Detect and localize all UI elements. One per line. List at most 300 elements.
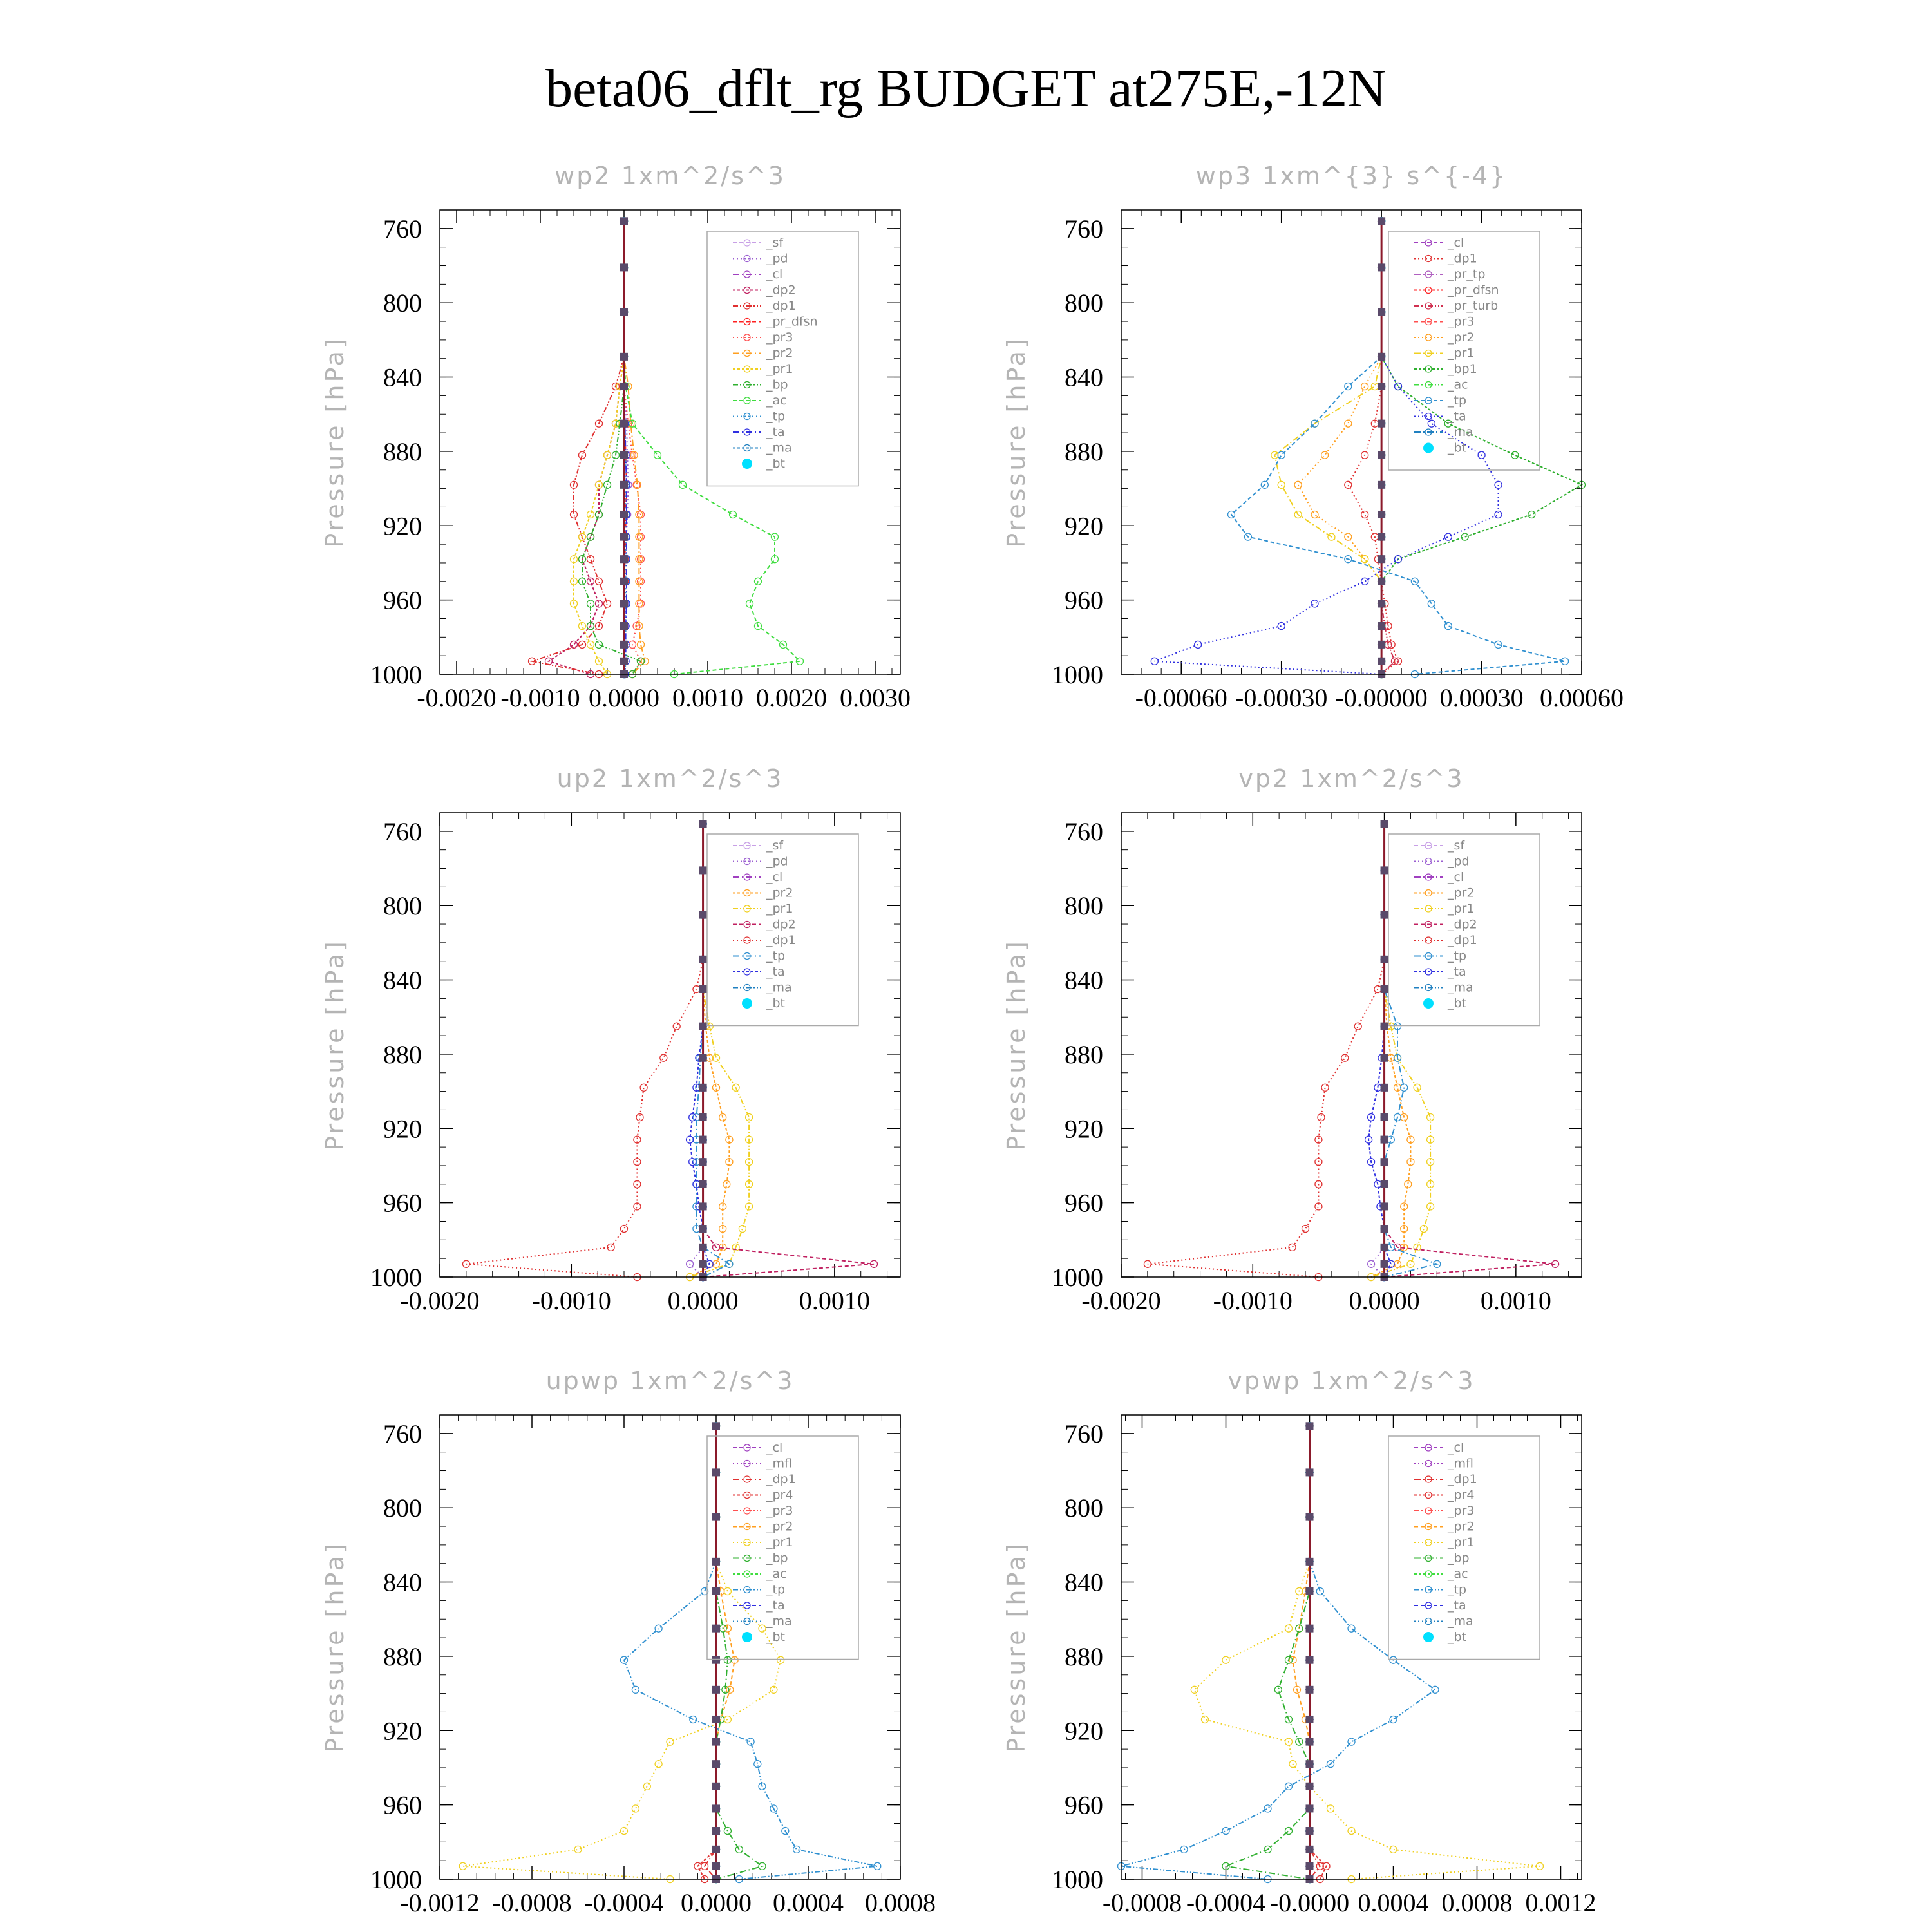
zero-level-marker <box>699 1202 707 1210</box>
zero-level-marker <box>1378 641 1385 649</box>
zero-level-marker <box>712 1422 720 1430</box>
y-tick-label: 920 <box>1065 1716 1103 1746</box>
zero-level-marker <box>1378 451 1385 459</box>
legend-label: _mfl <box>1448 1456 1473 1471</box>
series-marker_tp <box>1348 1738 1355 1745</box>
series-marker_pr1 <box>1202 1716 1209 1723</box>
series-marker_tp <box>1444 623 1452 630</box>
legend-label: _cl <box>1448 870 1464 884</box>
y-tick-label: 760 <box>1065 817 1103 846</box>
legend <box>707 231 858 486</box>
zero-level-marker <box>1306 1738 1314 1746</box>
series-marker_tp <box>1387 1136 1394 1143</box>
y-axis-label: Pressure [hPa] <box>321 336 349 548</box>
series-marker_bp <box>1285 1828 1293 1835</box>
zero-level-marker <box>1381 1225 1388 1233</box>
x-tick-label: -0.00000 <box>1335 683 1428 712</box>
legend-label: _dp2 <box>766 283 796 298</box>
zero-level-marker <box>712 1558 720 1566</box>
series-line_pr1 <box>1274 221 1381 674</box>
y-tick-label: 760 <box>383 214 422 243</box>
series-line_ta <box>1155 221 1499 674</box>
x-tick-label: -0.0010 <box>1213 1286 1293 1315</box>
series-marker_bp <box>587 533 594 540</box>
legend-label: _dp1 <box>1448 251 1477 266</box>
series-marker_pr1 <box>655 1761 662 1768</box>
x-tick-label: -0.00030 <box>1235 683 1328 712</box>
x-tick-label: 0.0004 <box>1358 1888 1429 1917</box>
zero-level-marker <box>1381 1023 1388 1030</box>
series-line_dp1 <box>1348 221 1398 674</box>
zero-level-marker <box>620 641 628 649</box>
legend-swatch <box>742 1632 752 1642</box>
zero-level-marker <box>699 1180 707 1188</box>
series-marker_pr1 <box>746 1114 753 1121</box>
zero-level-marker <box>1306 1783 1314 1790</box>
y-tick-label: 1000 <box>1052 1263 1103 1292</box>
series-marker_bp1 <box>1511 451 1519 459</box>
x-tick-label: -0.0012 <box>400 1888 480 1917</box>
series-marker_dp1 <box>1374 986 1381 993</box>
legend-label: _ta <box>1448 409 1466 424</box>
zero-level-marker <box>1381 1260 1388 1268</box>
zero-level-marker <box>699 820 707 828</box>
zero-level-marker <box>699 1260 707 1268</box>
zero-level-marker <box>699 1023 707 1030</box>
legend-label: _pr1 <box>1448 346 1475 361</box>
zero-level-marker <box>1378 420 1385 428</box>
legend-label: _bp <box>766 1551 788 1566</box>
series-marker_pr2 <box>1394 1260 1401 1267</box>
series-line_pr1 <box>1195 1426 1540 1879</box>
zero-level-marker <box>620 533 628 541</box>
series-marker_dp1 <box>640 1084 647 1091</box>
panel-5 <box>1002 1367 1596 1917</box>
series-marker_dp1 <box>621 1226 628 1233</box>
legend-label: _cl <box>766 870 783 884</box>
x-tick-label: 0.00030 <box>1439 683 1524 712</box>
legend-label: _dp2 <box>1448 917 1477 932</box>
x-tick-label: -0.0004 <box>1186 1888 1266 1917</box>
zero-level-marker <box>699 1136 707 1144</box>
zero-level-marker <box>1378 555 1385 563</box>
zero-level-marker <box>1381 1054 1388 1062</box>
zero-level-marker <box>1378 600 1385 607</box>
series-marker_pr1 <box>759 1625 766 1632</box>
series-marker_pr1 <box>777 1656 784 1663</box>
legend-label: _ac <box>766 393 787 408</box>
zero-level-marker <box>699 1113 707 1121</box>
zero-level-marker <box>620 622 628 630</box>
series-group <box>1144 820 1558 1281</box>
series-marker_dp1 <box>1371 420 1378 427</box>
series-marker_dp1 <box>1321 1084 1329 1091</box>
legend-label: _ac <box>766 1567 787 1581</box>
y-tick-label: 1000 <box>370 660 422 689</box>
legend-label: _bp <box>766 377 788 392</box>
y-tick-label: 960 <box>383 1188 422 1218</box>
zero-level-marker <box>1381 1158 1388 1166</box>
legend-label: _bt <box>1448 1630 1467 1644</box>
series-marker_pr1 <box>1222 1656 1229 1663</box>
series-marker_bp1 <box>1528 511 1535 518</box>
y-tick-label: 880 <box>383 437 422 466</box>
legend-label: _bt <box>1448 440 1467 455</box>
zero-level-marker <box>699 1084 707 1092</box>
series-marker_dp1 <box>596 578 603 585</box>
legend-label: _pr2 <box>766 1519 793 1534</box>
zero-level-marker <box>1306 1656 1314 1664</box>
x-tick-label: 0.0004 <box>773 1888 844 1917</box>
zero-level-marker <box>712 1625 720 1633</box>
series-marker_dp1 <box>1345 481 1352 488</box>
zero-level-marker <box>1381 866 1388 874</box>
series-marker_dp1 <box>660 1054 667 1061</box>
zero-level-marker <box>1381 1113 1388 1121</box>
legend-label: _mfl <box>766 1456 792 1471</box>
x-tick-label: -0.0020 <box>417 683 497 712</box>
series-marker_tp <box>1390 1716 1397 1723</box>
legend-label: _tp <box>1448 1582 1467 1597</box>
zero-level-marker <box>1378 263 1385 271</box>
zero-level-marker <box>1306 1558 1314 1566</box>
panel-0 <box>321 162 911 712</box>
panel-3 <box>1002 764 1582 1315</box>
legend-label: _bt <box>766 457 786 471</box>
legend-label: _cl <box>1448 1441 1464 1455</box>
legend-label: _tp <box>1448 393 1467 408</box>
zero-level-marker <box>620 217 628 225</box>
panel-title: up2 1xm^2/s^3 <box>556 764 784 793</box>
series-group <box>462 820 877 1281</box>
zero-level-marker <box>712 1862 720 1870</box>
y-tick-label: 920 <box>1065 1114 1103 1144</box>
series-marker_ac <box>679 481 687 488</box>
legend-label: _pr2 <box>1448 330 1475 345</box>
legend-label: _pr1 <box>766 1535 793 1549</box>
y-tick-label: 1000 <box>1052 660 1103 689</box>
x-tick-label: 0.0012 <box>1525 1888 1596 1917</box>
legend-label: _tp <box>766 949 786 963</box>
zero-level-marker <box>712 1760 720 1768</box>
legend-label: _pd <box>766 251 788 266</box>
zero-level-marker <box>1306 1513 1314 1521</box>
y-tick-label: 760 <box>383 817 422 846</box>
zero-level-marker <box>620 658 628 665</box>
panel-grid <box>321 162 1624 1917</box>
zero-level-marker <box>712 1587 720 1595</box>
x-tick-label: -0.00060 <box>1135 683 1227 712</box>
series-marker_tp <box>693 1114 700 1121</box>
series-marker_ta <box>1311 600 1318 607</box>
x-tick-label: 0.0000 <box>667 1286 739 1315</box>
x-tick-label: -0.0020 <box>1081 1286 1161 1315</box>
y-tick-label: 1000 <box>1052 1865 1103 1894</box>
zero-level-marker <box>712 1656 720 1664</box>
series-line_bp <box>716 1426 762 1879</box>
legend-label: _pr3 <box>1448 1504 1475 1518</box>
series-group <box>1118 1423 1544 1883</box>
y-tick-label: 920 <box>383 1716 422 1746</box>
zero-level-marker <box>699 956 707 963</box>
zero-level-marker <box>1381 1244 1388 1251</box>
zero-level-marker <box>1378 622 1385 630</box>
zero-level-marker <box>1306 1862 1314 1870</box>
zero-level-marker <box>620 481 628 489</box>
legend <box>1388 1436 1540 1660</box>
zero-level-marker <box>1381 911 1388 919</box>
y-tick-label: 880 <box>1065 437 1103 466</box>
zero-level-marker <box>712 1827 720 1835</box>
x-tick-label: -0.0000 <box>1269 1888 1350 1917</box>
zero-level-marker <box>712 1513 720 1521</box>
panel-title: vp2 1xm^2/s^3 <box>1238 764 1464 793</box>
y-tick-label: 840 <box>1065 1567 1103 1597</box>
legend-label: _tp <box>766 1582 786 1597</box>
series-marker_tp <box>1345 383 1352 390</box>
legend-label: _dp1 <box>1448 933 1477 947</box>
zero-level-marker <box>1378 578 1385 585</box>
zero-level-marker <box>712 1686 720 1694</box>
panel-2 <box>321 764 900 1315</box>
x-tick-label: 0.0000 <box>1349 1286 1420 1315</box>
series-group <box>529 218 804 678</box>
legend-label: _pr1 <box>1448 902 1475 916</box>
series-marker_pr1 <box>739 1226 746 1233</box>
series-marker_pr1 <box>1278 481 1285 488</box>
y-axis-label: Pressure [hPa] <box>321 1541 349 1753</box>
series-marker_bp <box>604 481 611 488</box>
y-tick-label: 840 <box>1065 965 1103 995</box>
legend-label: _dp1 <box>1448 1472 1477 1486</box>
series-marker_pr2 <box>713 1260 720 1267</box>
zero-level-marker <box>699 1158 707 1166</box>
zero-level-marker <box>1378 481 1385 489</box>
plot-frame <box>1121 1415 1582 1879</box>
legend-swatch <box>1423 998 1434 1009</box>
series-line_pr2 <box>1371 824 1410 1277</box>
zero-level-marker <box>1381 1084 1388 1092</box>
x-tick-label: 0.0020 <box>756 683 827 712</box>
x-tick-label: -0.0008 <box>492 1888 572 1917</box>
y-axis-label: Pressure [hPa] <box>1002 1541 1030 1753</box>
legend-label: _sf <box>1448 838 1465 853</box>
zero-level-marker <box>1378 308 1385 316</box>
series-marker_pr1 <box>587 511 594 518</box>
zero-level-marker <box>1381 985 1388 993</box>
legend-label: _sf <box>766 838 784 853</box>
zero-level-marker <box>712 1468 720 1476</box>
series-group <box>459 1423 881 1883</box>
x-tick-label: -0.0008 <box>1102 1888 1182 1917</box>
series-marker_pr1 <box>1191 1686 1198 1693</box>
zero-level-marker <box>699 1225 707 1233</box>
series-marker_pr1 <box>1361 556 1368 563</box>
series-marker_tp <box>1285 1783 1293 1790</box>
x-tick-label: 0.0000 <box>681 1888 752 1917</box>
y-tick-label: 960 <box>383 1790 422 1820</box>
series-marker_dp1 <box>1341 1054 1349 1061</box>
x-tick-label: 0.0008 <box>865 1888 936 1917</box>
zero-level-marker <box>1306 1468 1314 1476</box>
legend-label: _cl <box>766 267 783 281</box>
plot-frame <box>1121 813 1582 1277</box>
series-marker_dp1 <box>693 986 700 993</box>
x-tick-label: -0.0010 <box>531 1286 611 1315</box>
legend-label: _bt <box>1448 996 1467 1010</box>
zero-level-marker <box>712 1738 720 1746</box>
zero-level-marker <box>620 451 628 459</box>
legend-label: _tp <box>1448 949 1467 963</box>
legend <box>1388 231 1540 470</box>
panel-title: wp2 1xm^2/s^3 <box>554 162 786 190</box>
y-axis-label: Pressure [hPa] <box>321 939 349 1151</box>
series-marker_ta <box>1395 383 1402 390</box>
legend-label: _ma <box>1448 980 1473 995</box>
zero-level-marker <box>1306 1686 1314 1694</box>
y-tick-label: 880 <box>383 1642 422 1671</box>
x-tick-label: 0.00060 <box>1540 683 1624 712</box>
zero-level-marker <box>712 1783 720 1790</box>
series-line_dp1 <box>466 824 703 1277</box>
legend-label: _dp2 <box>766 917 796 932</box>
legend-label: _pr4 <box>766 1488 793 1502</box>
legend-label: _pd <box>1448 854 1470 869</box>
y-tick-label: 840 <box>383 363 422 392</box>
zero-level-marker <box>620 308 628 316</box>
y-tick-label: 960 <box>1065 1188 1103 1218</box>
series-marker_pr2 <box>1294 481 1302 488</box>
legend-swatch <box>742 998 752 1009</box>
plot-frame <box>440 210 900 674</box>
series-marker_pr1 <box>574 1846 582 1853</box>
zero-level-marker <box>1306 1846 1314 1853</box>
legend-label: _ma <box>1448 425 1473 439</box>
legend-label: _ac <box>1448 1567 1468 1581</box>
series-marker_dp2 <box>596 600 603 607</box>
y-tick-label: 960 <box>1065 1790 1103 1820</box>
series-marker_dp1 <box>1354 1023 1361 1030</box>
series-marker_dp1 <box>587 556 594 563</box>
y-tick-label: 960 <box>1065 585 1103 615</box>
series-marker_ta <box>1428 420 1435 427</box>
series-marker_ta <box>1361 578 1368 585</box>
zero-level-marker <box>620 383 628 390</box>
series-marker_pr2 <box>1345 420 1352 427</box>
x-tick-label: 0.0000 <box>589 683 659 712</box>
series-line_pr2 <box>1298 221 1382 674</box>
legend-label: _pd <box>766 854 788 869</box>
series-marker_tp <box>1264 1805 1271 1812</box>
series-line_dp1 <box>1148 824 1385 1277</box>
zero-level-marker <box>1381 1202 1388 1210</box>
panel-title: upwp 1xm^2/s^3 <box>545 1367 795 1395</box>
y-tick-label: 840 <box>383 1567 422 1597</box>
series-marker_bp <box>596 641 603 648</box>
legend-label: _ta <box>766 425 785 439</box>
legend-label: _ma <box>766 440 792 455</box>
series-marker_pr1 <box>621 1828 628 1835</box>
series-marker_pr1 <box>667 1738 674 1745</box>
zero-level-marker <box>1378 511 1385 518</box>
series-marker_pr1 <box>1390 1846 1397 1853</box>
series-marker_tp <box>747 1738 754 1745</box>
series-line_bp <box>1226 1426 1310 1879</box>
y-tick-label: 920 <box>383 511 422 541</box>
series-marker_dp1 <box>673 1023 680 1030</box>
panel-title: vpwp 1xm^2/s^3 <box>1227 1367 1475 1395</box>
series-marker_pr2 <box>1311 511 1318 518</box>
y-tick-label: 1000 <box>370 1865 422 1894</box>
y-tick-label: 920 <box>1065 511 1103 541</box>
zero-level-marker <box>712 1716 720 1723</box>
zero-level-marker <box>699 911 707 919</box>
zero-level-marker <box>1381 1180 1388 1188</box>
legend-label: _pr1 <box>766 902 793 916</box>
series-line_tp <box>1231 221 1565 674</box>
y-tick-label: 800 <box>383 1493 422 1523</box>
x-tick-label: 0.0010 <box>1480 1286 1551 1315</box>
series-marker_ac <box>746 600 753 607</box>
legend-label: _bp <box>1448 1551 1470 1566</box>
legend-label: _ta <box>1448 1598 1466 1613</box>
zero-level-marker <box>1378 353 1385 361</box>
zero-level-marker <box>1306 1827 1314 1835</box>
series-marker_pr1 <box>724 1588 731 1595</box>
y-tick-label: 800 <box>383 891 422 921</box>
series-marker_bp <box>1274 1686 1282 1693</box>
zero-level-marker <box>1378 658 1385 665</box>
legend-label: _pr3 <box>1448 314 1475 329</box>
zero-level-marker <box>1306 1716 1314 1723</box>
legend-label: _pr2 <box>1448 886 1475 900</box>
zero-level-marker <box>620 578 628 585</box>
y-tick-label: 840 <box>383 965 422 995</box>
y-tick-label: 760 <box>383 1419 422 1448</box>
legend-label: _bt <box>766 1630 786 1644</box>
y-tick-label: 960 <box>383 585 422 615</box>
legend-label: _ac <box>1448 377 1468 392</box>
x-tick-label: -0.0010 <box>500 683 580 712</box>
series-marker_pr1 <box>1427 1114 1434 1121</box>
y-tick-label: 880 <box>383 1039 422 1069</box>
series-marker_dp1 <box>604 600 611 607</box>
y-tick-label: 880 <box>1065 1642 1103 1671</box>
legend-label: _ma <box>1448 1614 1473 1629</box>
zero-level-marker <box>712 1804 720 1812</box>
y-tick-label: 800 <box>1065 1493 1103 1523</box>
legend-label: _cl <box>1448 236 1464 250</box>
y-tick-label: 880 <box>1065 1039 1103 1069</box>
zero-level-marker <box>1306 1625 1314 1633</box>
panel-title: wp3 1xm^{3} s^{-4} <box>1195 162 1508 190</box>
legend-label: _pr3 <box>766 330 793 345</box>
y-tick-label: 760 <box>1065 214 1103 243</box>
y-tick-label: 760 <box>1065 1419 1103 1448</box>
legend-label: _ma <box>766 1614 792 1629</box>
series-marker_tp <box>1348 1625 1355 1632</box>
series-marker_ac <box>654 451 661 459</box>
legend-swatch <box>1423 1632 1434 1642</box>
series-marker_dp1 <box>1361 511 1368 518</box>
zero-level-marker <box>620 263 628 271</box>
y-axis-label: Pressure [hPa] <box>1002 939 1030 1151</box>
legend-label: _pr1 <box>1448 1535 1475 1549</box>
series-marker_tp <box>1222 1828 1229 1835</box>
legend-label: _ta <box>1448 965 1466 979</box>
series-marker_ta <box>1495 481 1502 488</box>
legend <box>1388 834 1540 1026</box>
